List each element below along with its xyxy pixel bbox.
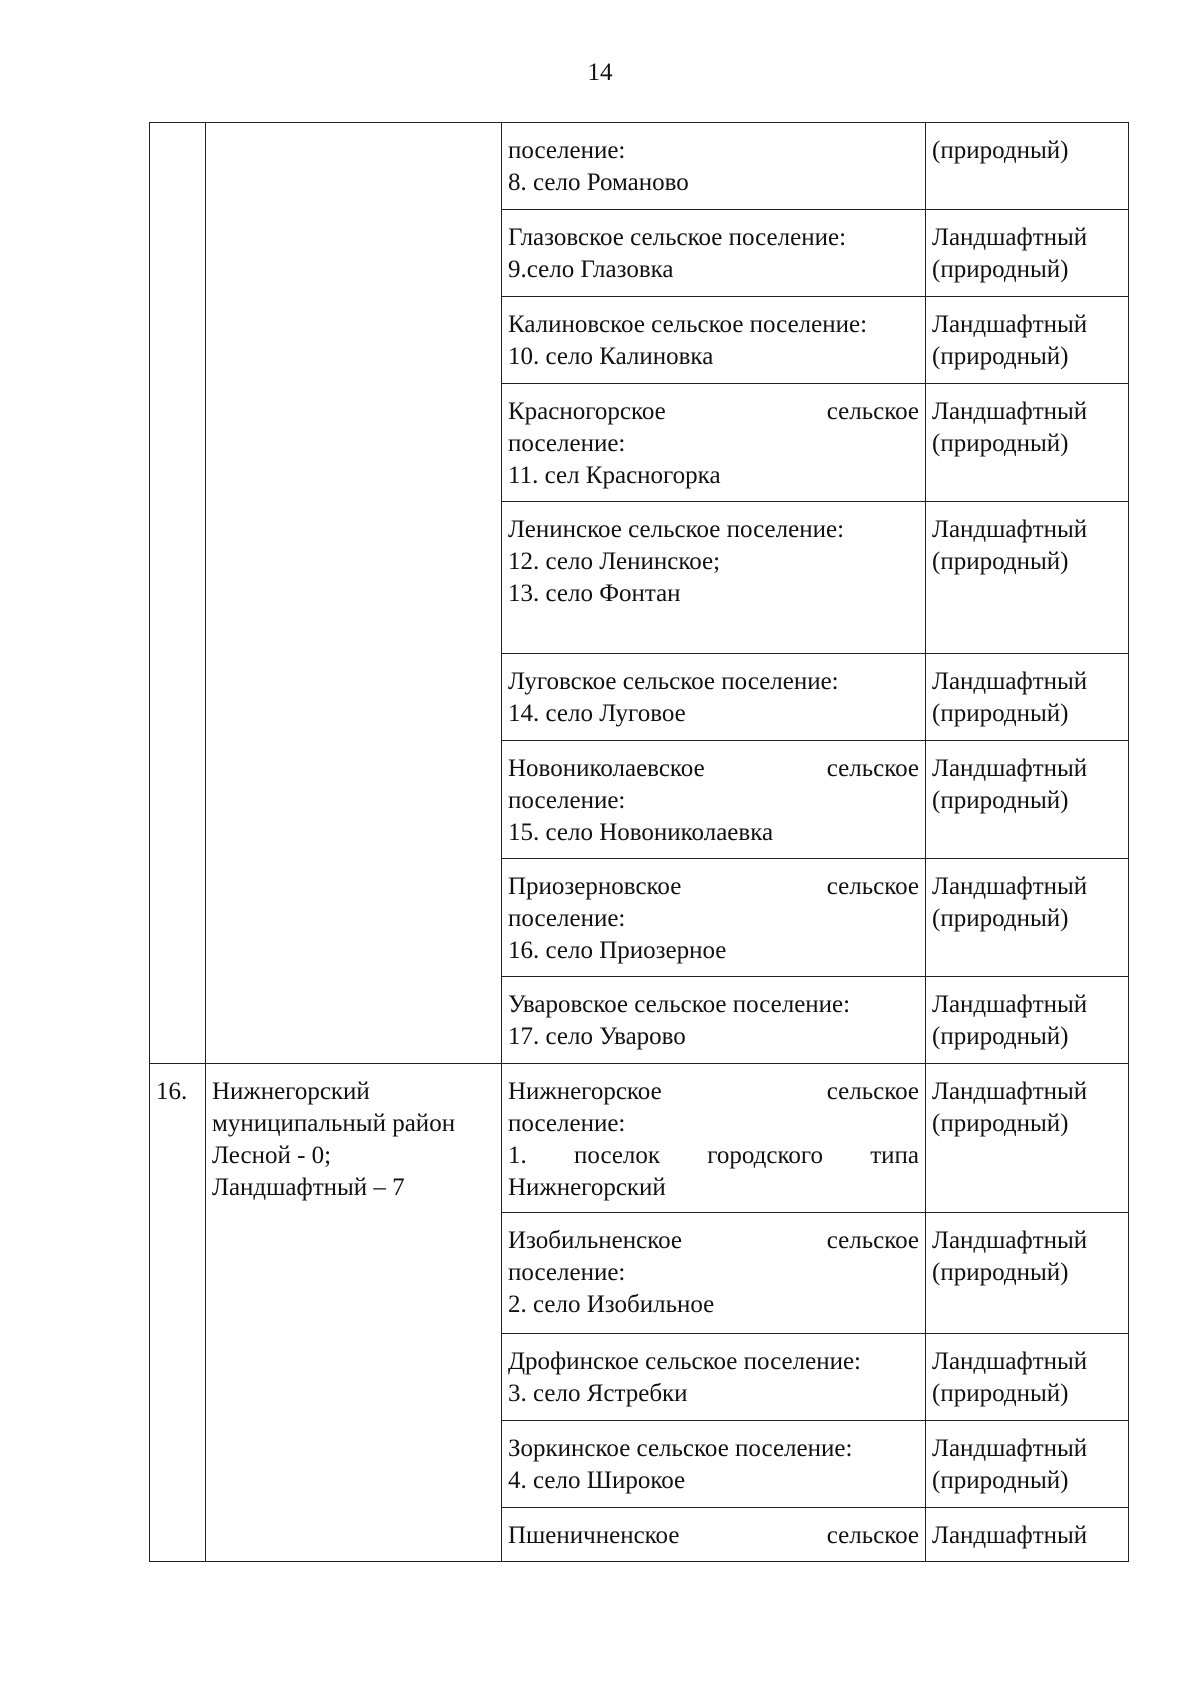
type-line: (природный) xyxy=(932,548,1069,575)
number-cell xyxy=(150,123,206,1064)
settlement-cell xyxy=(502,1421,926,1508)
settlement-line: 14. село Луговое xyxy=(508,700,686,727)
settlement-cell xyxy=(502,123,926,210)
settlement-line: Калиновское сельское поселение: xyxy=(508,311,868,338)
type-line: Ландшафтный xyxy=(932,398,1088,425)
type-cell xyxy=(926,297,1129,384)
type-line: Ландшафтный xyxy=(932,1435,1088,1462)
type-cell xyxy=(926,502,1129,654)
settlement-line: Глазовское сельское поселение: xyxy=(508,224,847,251)
type-line: Ландшафтный xyxy=(932,1078,1088,1105)
page-number: 14 xyxy=(587,59,613,86)
settlement-line: поселение: xyxy=(508,905,626,932)
type-cell xyxy=(926,1334,1129,1421)
settlement-word: Приозерновское xyxy=(508,873,682,900)
settlement-line: поселение: xyxy=(508,1110,626,1137)
settlement-line: Зоркинское сельское поселение: xyxy=(508,1435,853,1462)
type-cell xyxy=(926,977,1129,1064)
type-line: Ландшафтный xyxy=(932,668,1088,695)
settlement-word: сельское xyxy=(826,398,919,425)
settlement-word: сельское xyxy=(826,1522,919,1549)
table-row xyxy=(150,123,1129,210)
type-line: (природный) xyxy=(932,1259,1069,1286)
district-line: Нижнегорский xyxy=(212,1078,370,1105)
settlement-line: 13. село Фонтан xyxy=(508,580,681,607)
settlement-word: сельское xyxy=(826,1078,919,1105)
type-line: (природный) xyxy=(932,905,1069,932)
settlement-word: городского xyxy=(707,1142,823,1169)
type-line: (природный) xyxy=(932,137,1069,164)
settlement-head-line xyxy=(508,871,919,903)
type-line: (природный) xyxy=(932,1110,1069,1137)
settlement-line: 17. село Уварово xyxy=(508,1023,686,1050)
district-line: Лесной - 0; xyxy=(212,1142,332,1169)
settlement-head-line xyxy=(508,753,919,785)
settlement-line: 11. сел Красногорка xyxy=(508,462,721,489)
settlement-word: поселок xyxy=(573,1142,661,1169)
type-cell xyxy=(926,741,1129,859)
district-line: Ландшафтный – 7 xyxy=(212,1174,405,1201)
settlement-line: 8. село Романово xyxy=(508,169,689,196)
settlement-cell xyxy=(502,977,926,1064)
settlement-cell xyxy=(502,741,926,859)
settlement-word: Нижнегорское xyxy=(508,1078,662,1105)
type-cell xyxy=(926,654,1129,741)
type-cell xyxy=(926,1421,1129,1508)
settlement-head-line xyxy=(508,1225,919,1257)
type-line: Ландшафтный xyxy=(932,1348,1088,1375)
settlement-cell xyxy=(502,1508,926,1562)
settlement-line: 9.село Глазовка xyxy=(508,256,674,283)
type-line: (природный) xyxy=(932,1380,1069,1407)
number-cell: 16. xyxy=(150,1064,206,1562)
settlement-word: Изобильненское xyxy=(508,1227,682,1254)
settlement-line: поселение: xyxy=(508,430,626,457)
settlement-line: Уваровское сельское поселение: xyxy=(508,991,851,1018)
settlement-line: 10. село Калиновка xyxy=(508,343,714,370)
settlement-cell xyxy=(502,1064,926,1213)
settlement-cell xyxy=(502,654,926,741)
type-line: (природный) xyxy=(932,787,1069,814)
settlement-word: Новониколаевское xyxy=(508,755,705,782)
type-line: Ландшафтный xyxy=(932,1522,1088,1549)
type-cell xyxy=(926,859,1129,977)
type-line: Ландшафтный xyxy=(932,224,1088,251)
table-row xyxy=(150,1064,1129,1213)
type-line: (природный) xyxy=(932,700,1069,727)
settlement-word: сельское xyxy=(826,1227,919,1254)
settlement-line: 16. село Приозерное xyxy=(508,937,727,964)
type-line: Ландшафтный xyxy=(932,516,1088,543)
settlement-line: поселение: xyxy=(508,787,626,814)
settlement-line: 15. село Новониколаевка xyxy=(508,819,774,846)
type-cell xyxy=(926,1508,1129,1562)
type-cell xyxy=(926,1213,1129,1334)
type-line: Ландшафтный xyxy=(932,991,1088,1018)
settlements-table xyxy=(149,122,1129,1562)
settlement-head-line xyxy=(508,1520,919,1552)
settlement-line: поселение: xyxy=(508,137,626,164)
settlement-spread-line xyxy=(508,1140,919,1172)
district-cell xyxy=(206,123,502,1064)
settlement-word: 1. xyxy=(508,1142,527,1169)
settlement-cell xyxy=(502,210,926,297)
settlement-word: сельское xyxy=(826,755,919,782)
settlement-line: 12. село Ленинское; xyxy=(508,548,721,575)
settlement-head-line xyxy=(508,396,919,428)
type-line: Ландшафтный xyxy=(932,755,1088,782)
settlement-line: Дрофинское сельское поселение: xyxy=(508,1348,862,1375)
type-line: Ландшафтный xyxy=(932,1227,1088,1254)
type-line: Ландшафтный xyxy=(932,311,1088,338)
district-line: муниципальный район xyxy=(212,1110,456,1137)
type-cell xyxy=(926,210,1129,297)
settlement-cell xyxy=(502,1334,926,1421)
type-line: Ландшафтный xyxy=(932,873,1088,900)
district-cell xyxy=(206,1064,502,1562)
type-line: (природный) xyxy=(932,343,1069,370)
settlement-line: Нижнегорский xyxy=(508,1174,666,1201)
type-line: (природный) xyxy=(932,430,1069,457)
settlement-head-line xyxy=(508,1076,919,1108)
settlement-cell xyxy=(502,297,926,384)
settlement-line: 4. село Широкое xyxy=(508,1467,686,1494)
type-cell xyxy=(926,1064,1129,1213)
settlement-cell xyxy=(502,859,926,977)
settlement-word: типа xyxy=(870,1142,919,1169)
settlement-line: поселение: xyxy=(508,1259,626,1286)
type-line: (природный) xyxy=(932,256,1069,283)
type-cell xyxy=(926,123,1129,210)
settlement-word: Красногорское xyxy=(508,398,666,425)
type-cell xyxy=(926,384,1129,502)
settlement-line: 2. село Изобильное xyxy=(508,1291,715,1318)
settlement-word: Пшеничненское xyxy=(508,1522,680,1549)
type-line: (природный) xyxy=(932,1023,1069,1050)
settlement-cell xyxy=(502,384,926,502)
settlement-line: Луговское сельское поселение: xyxy=(508,668,839,695)
settlement-line: Ленинское сельское поселение: xyxy=(508,516,845,543)
settlement-line: 3. село Ястребки xyxy=(508,1380,688,1407)
type-line: (природный) xyxy=(932,1467,1069,1494)
settlement-cell xyxy=(502,502,926,654)
settlement-cell xyxy=(502,1213,926,1334)
settlement-word: сельское xyxy=(826,873,919,900)
